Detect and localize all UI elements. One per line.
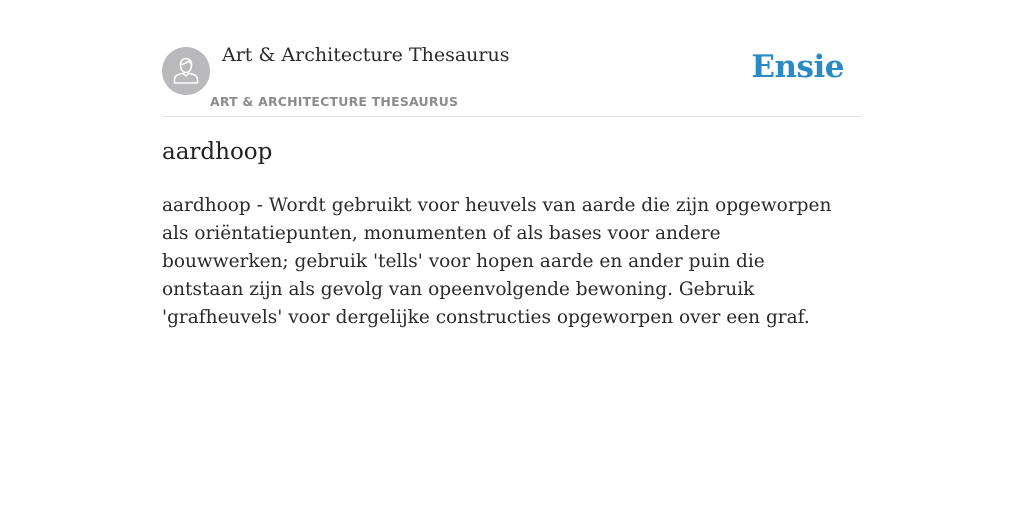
author-subtitle-link[interactable]: ART & ARCHITECTURE THESAURUS	[210, 94, 459, 109]
user-icon	[162, 47, 210, 95]
author-name-link[interactable]: Art & Architecture Thesaurus	[222, 44, 510, 66]
avatar[interactable]	[162, 47, 210, 95]
entry-header	[162, 0, 862, 117]
term-title: aardhoop	[162, 139, 273, 165]
ensie-logo[interactable]: Ensie	[751, 49, 844, 85]
term-definition: aardhoop - Wordt gebruikt voor heuvels van aarde die zijn opgeworpen als oriëntatiepunten, monumenten of als bases voor andere bouwwerken; gebruik 'tells' voor hopen aarde en ander puin die ontstaan zijn als gevolg van opeenvolgende bewoning. Gebruik 'grafheuvels' voor dergelijke constructies opgeworpen over een graf.	[162, 195, 832, 328]
